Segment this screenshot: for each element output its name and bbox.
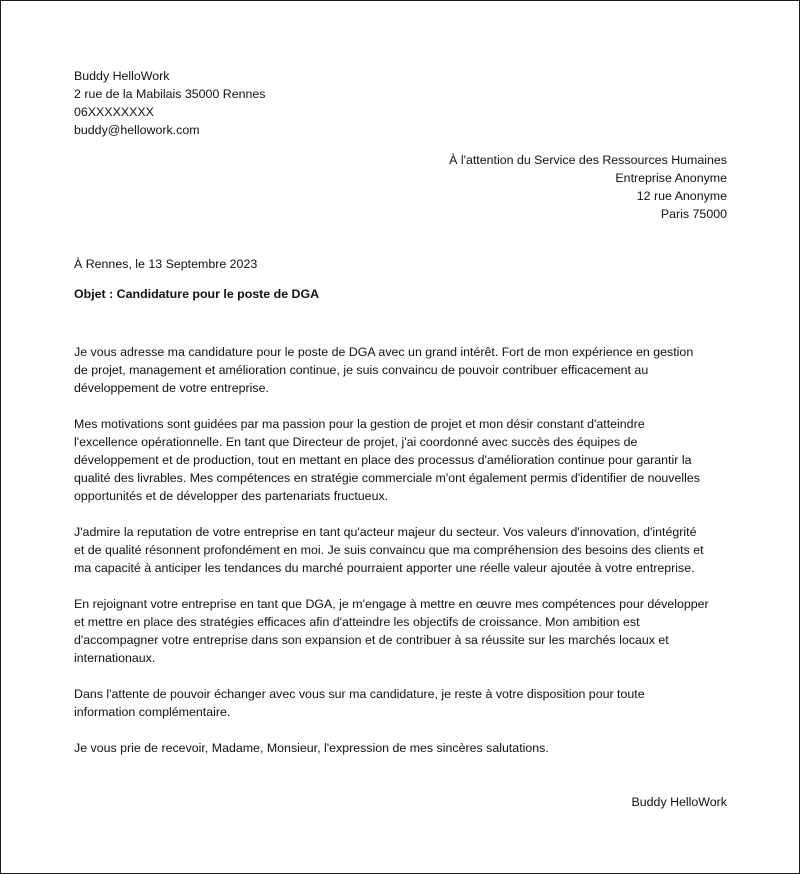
sender-block xyxy=(74,67,266,139)
sender-address: 2 rue de la Mabilais 35000 Rennes xyxy=(74,87,266,101)
paragraph-line: opportunités et de développer des partenariats fructueux. xyxy=(74,489,389,503)
recipient-city: Paris 75000 xyxy=(660,207,727,221)
paragraph-line: Je vous adresse ma candidature pour le poste de DGA avec un grand intérêt. Fort de mon expérience en gestion xyxy=(74,345,694,359)
paragraph-line: de projet, management et amélioration continue, je suis convaincu de pouvoir contribuer efficacement au xyxy=(74,363,649,377)
paragraph-line: Dans l'attente de pouvoir échanger avec vous sur ma candidature, je reste à votre disposition pour toute xyxy=(74,687,645,701)
paragraph-line: En rejoignant votre entreprise en tant que DGA, je m'engage à mettre en œuvre mes compétences pour développer xyxy=(74,597,709,611)
paragraph-introduction xyxy=(74,343,734,397)
letter-date: À Rennes, le 13 Septembre 2023 xyxy=(74,257,258,271)
paragraph-line: ma capacité à anticiper les tendances du marché pourraient apporter une réelle valeur ajoutée à votre entreprise. xyxy=(74,561,695,575)
paragraph-line: et mettre en place des stratégies efficaces afin d'atteindre les objectifs de croissance. Mon ambition est xyxy=(74,615,640,629)
paragraph-availability xyxy=(74,685,734,721)
paragraph-line: J'admire la reputation de votre entreprise en tant qu'acteur majeur du secteur. Vos valeurs d'innovation, d'intégrité xyxy=(74,525,697,539)
paragraph-motivations xyxy=(74,415,734,505)
recipient-company: Entreprise Anonyme xyxy=(615,171,727,185)
paragraph-line: développement de votre entreprise. xyxy=(74,381,269,395)
paragraph-line: d'accompagner votre entreprise dans son expansion et de contribuer à sa réussite sur les marchés locaux et xyxy=(74,633,669,647)
paragraph-line: développement et de production, tout en mettant en place des processus d'amélioration continue pour garantir la xyxy=(74,453,692,467)
sender-name: Buddy HelloWork xyxy=(74,69,170,83)
sender-email: buddy@hellowork.com xyxy=(74,123,200,137)
paragraph-closing xyxy=(74,739,734,757)
paragraph-line: Mes motivations sont guidées par ma passion pour la gestion de projet et mon désir constant d'atteindre xyxy=(74,417,645,431)
paragraph-commitment xyxy=(74,595,734,667)
paragraph-line: l'excellence opérationnelle. En tant que Directeur de projet, j'ai coordonné avec succès des équipes de xyxy=(74,435,638,449)
recipient-attention: À l'attention du Service des Ressources Humaines xyxy=(449,153,727,167)
paragraph-line: Je vous prie de recevoir, Madame, Monsieur, l'expression de mes sincères salutations. xyxy=(74,741,549,755)
paragraph-line: internationaux. xyxy=(74,651,156,665)
recipient-street: 12 rue Anonyme xyxy=(636,189,727,203)
recipient-block xyxy=(449,151,727,223)
letter-subject: Objet : Candidature pour le poste de DGA xyxy=(74,287,320,301)
paragraph-line: qualité des livrables. Mes compétences en stratégie commerciale m'ont également permis d'identifier de nouvelles xyxy=(74,471,700,485)
paragraph-line: et de qualité résonnent profondément en moi. Je suis convaincu que ma compréhension des besoins des clients et xyxy=(74,543,704,557)
paragraph-line: information complémentaire. xyxy=(74,705,231,719)
signature: Buddy HelloWork xyxy=(631,795,727,809)
paragraph-company xyxy=(74,523,734,577)
sender-phone: 06XXXXXXXX xyxy=(74,105,154,119)
